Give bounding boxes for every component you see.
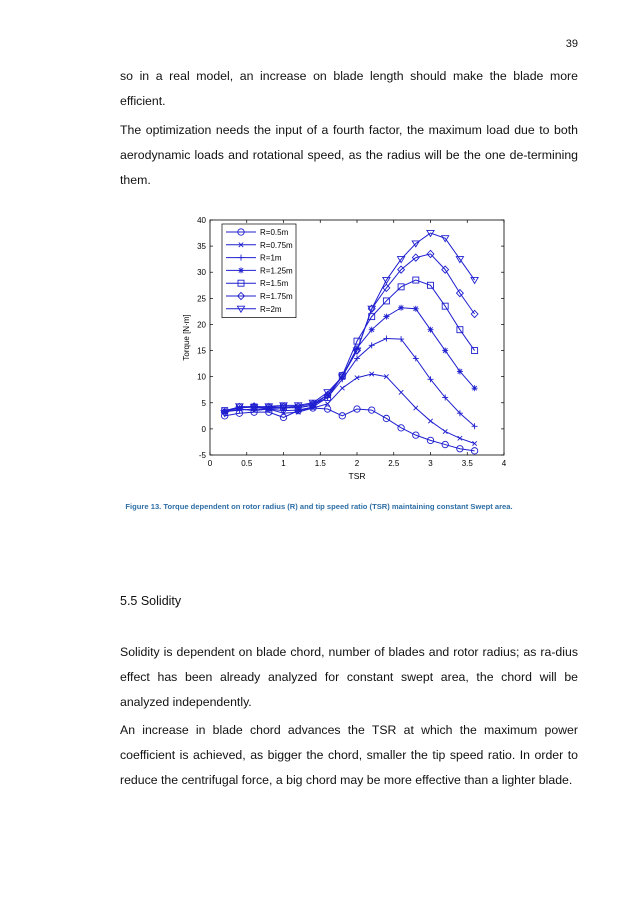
legend-label: R=1.5m [260,279,289,289]
y-tick-label: -5 [198,451,206,460]
page-number: 39 [565,38,578,50]
torque-chart [176,212,516,482]
y-axis-label: Torque [N·m] [182,314,191,361]
data-point [428,419,432,423]
data-point [414,406,418,410]
data-point [443,429,447,433]
data-point [369,327,375,333]
data-point [472,385,478,391]
y-tick-label: 0 [201,424,206,434]
y-tick-label: 40 [197,216,206,225]
paragraph: so in a real model, an increase on blade length should make the blade more efficient. [120,69,578,108]
x-tick-label: 0 [207,459,213,468]
y-tick-label: 5 [201,398,206,408]
data-point [340,386,344,390]
data-point [457,368,463,374]
legend-label: R=1m [260,253,282,263]
legend-label: R=1.75m [260,292,293,301]
data-point [413,306,419,312]
paragraph: The optimization needs the input of a fourth factor, the maximum load due to both aerodynamic loads and rotational speed, as the radius will be the one de-termining them. [120,123,578,187]
x-tick-label: 1 [281,459,286,468]
x-tick-label: 2.5 [388,459,400,468]
data-point [383,336,389,342]
legend-label: R=1.25m [260,266,293,276]
x-tick-label: 2 [354,459,360,468]
y-tick-label: 35 [197,242,206,252]
x-tick-label: 0.5 [241,459,253,468]
x-tick-label: 3.5 [461,459,473,468]
x-tick-label: 4 [501,459,507,468]
section-heading: 5.5 Solidity [120,594,182,608]
x-tick-label: 1.5 [314,459,326,468]
data-point [399,390,403,394]
legend-label: R=0.5m [260,228,289,237]
series-r-0-5m [222,405,478,454]
figure-caption: Figure 13. Torque dependent on rotor radius (R) and tip speed ratio (TSR) maintaining constant Swept area. [125,502,513,511]
y-tick-label: 20 [197,320,206,330]
data-point [383,314,389,320]
legend-label: R=2m [260,304,282,314]
x-tick-label: 3 [428,459,433,468]
data-point [442,348,448,354]
legend-label: R=0.75m [260,240,293,250]
y-tick-label: 30 [197,268,206,278]
data-point [428,327,434,333]
y-tick-label: 10 [197,372,206,382]
x-axis-label: TSR [348,471,366,481]
data-point [472,441,476,445]
data-point [458,436,462,440]
y-tick-label: 25 [197,294,206,304]
paragraph: An increase in blade chord advances the TSR at which the maximum power coefficient is achieved, as bigger the chord, smaller the tip speed ratio. In order to reduce the centrifugal force, a big chord may be more effective than a lighter blade. [120,723,578,787]
data-point [398,305,404,311]
series-line [225,408,475,451]
legend [222,224,296,318]
y-tick-label: 15 [197,346,206,356]
paragraph: Solidity is dependent on blade chord, number of blades and rotor radius; as ra-dius effect has been already analyzed for constant swept area, the chord will be analyzed independently. [120,645,578,709]
legend-marker [238,267,244,273]
data-point [471,277,478,283]
